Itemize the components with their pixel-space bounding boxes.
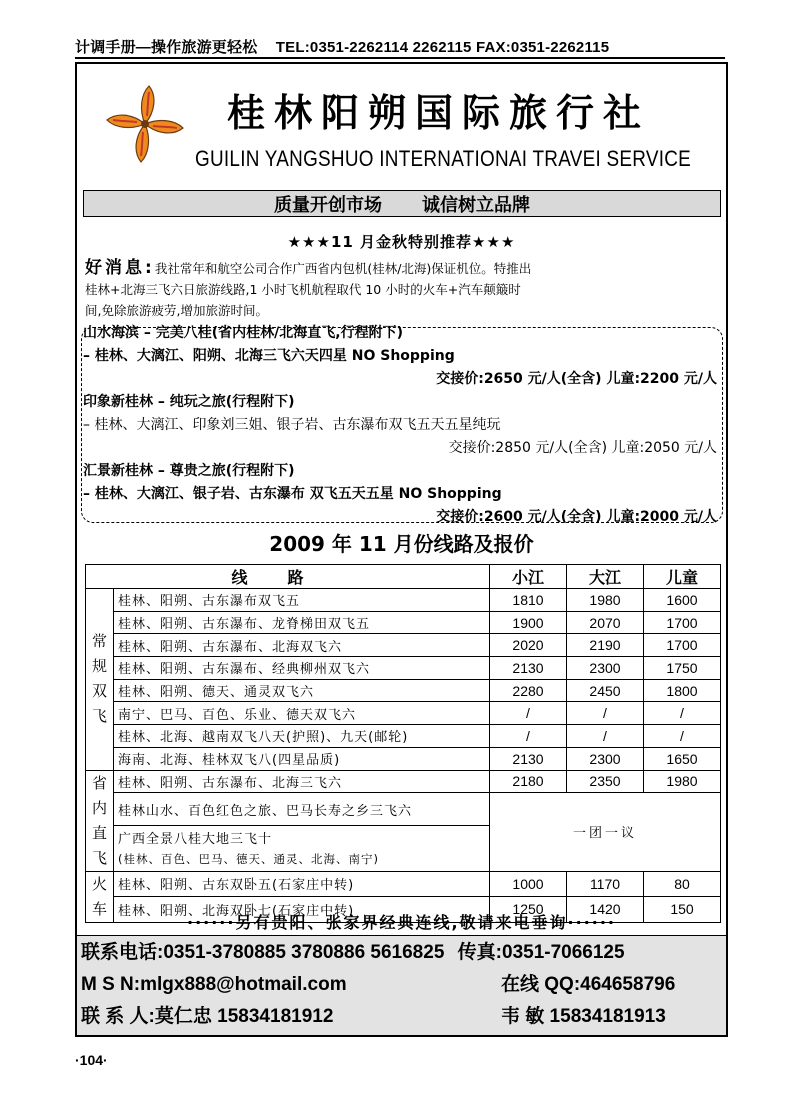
route-cell: 桂林山水、百色红色之旅、巴马长寿之乡三飞六 [114, 793, 490, 826]
table-row [86, 679, 721, 702]
table-row [86, 702, 721, 725]
contact-fax: 传真:0351-7066125 [457, 942, 625, 963]
price-table-title: 2009 年 11 月份线路及报价 [269, 532, 534, 556]
price-big: 1420 [567, 897, 644, 923]
ad-frame [75, 62, 728, 1037]
table-row [86, 725, 721, 748]
category-train: 火车 [86, 871, 114, 922]
route-price: 交接价:2850 元/人(全含) 儿童:2050 元/人 [448, 440, 717, 456]
contact-phone: 联系电话:0351-3780885 3780886 5616825 [81, 942, 445, 963]
col-header-small: 小江 [490, 565, 567, 589]
price-child: 1650 [644, 747, 721, 770]
price-small: 1810 [490, 589, 567, 612]
price-child: / [644, 725, 721, 748]
price-big: 2300 [567, 657, 644, 680]
table-header-row [86, 565, 721, 589]
table-row [86, 871, 721, 897]
route-title: 汇景新桂林 – 尊贵之旅(行程附下) [83, 463, 295, 479]
contact-person-2: 韦 敏 15834181913 [501, 1006, 666, 1027]
table-row [86, 793, 721, 826]
price-child: / [644, 702, 721, 725]
price-small: 2020 [490, 634, 567, 657]
header-tel: TEL:0351-2262114 2262115 FAX:0351-2262115 [275, 39, 610, 56]
price-big: 2070 [567, 611, 644, 634]
contact-msn: M S N:mlgx888@hotmail.com [81, 974, 347, 995]
route-cell: 桂林、阳朔、古东双卧五(石家庄中转) [114, 871, 490, 897]
price-child: 1980 [644, 770, 721, 793]
price-big: 2350 [567, 770, 644, 793]
route-title: 印象新桂林 – 纯玩之旅(行程附下) [83, 394, 295, 410]
price-child: 1700 [644, 634, 721, 657]
header-left: 计调手册—操作旅游更轻松 [75, 39, 258, 56]
route-desc: – 桂林、大漓江、阳朔、北海三飞六天四星 NO Shopping [83, 348, 455, 364]
price-big: / [567, 702, 644, 725]
route-cell: 桂林、北海、越南双飞八天(护照)、九天(邮轮) [114, 725, 490, 748]
table-row [86, 770, 721, 793]
price-child: 1600 [644, 589, 721, 612]
route-cell: 桂林、阳朔、古东瀑布、北海三飞六 [114, 770, 490, 793]
table-row [86, 589, 721, 612]
page-number: ·104· [75, 1052, 108, 1068]
route-desc: – 桂林、大漓江、银子岩、古东瀑布 双飞五天五星 NO Shopping [83, 486, 502, 502]
good-news-line-1: 我社常年和航空公司合作广西省内包机(桂林/北海)保证机位。特推出 [154, 261, 532, 276]
good-news [85, 258, 721, 321]
contact-person-1: 联 系 人:莫仁忠 15834181912 [81, 1006, 334, 1027]
slogan-right: 诚信树立品牌 [422, 194, 530, 216]
page-header [75, 36, 725, 58]
route-cell: 桂林、阳朔、古东瀑布双飞五 [114, 589, 490, 612]
good-news-line-3: 间,免除旅游疲劳,增加旅游时间。 [85, 303, 268, 318]
contact-row-phone [81, 938, 722, 968]
slogan-left: 质量开创市场 [274, 194, 382, 216]
route-cell: 桂林、阳朔、古东瀑布、北海双飞六 [114, 634, 490, 657]
route-title: 山水海滨 – 完美八桂(省内桂林/北海直飞,行程附下) [83, 325, 403, 341]
table-row [86, 634, 721, 657]
route-price: 交接价:2600 元/人(全含) 儿童:2000 元/人 [436, 509, 717, 525]
price-child: 150 [644, 897, 721, 923]
price-child: 1700 [644, 611, 721, 634]
negotiable-cell: 一团一议 [490, 793, 721, 871]
route-cell: 桂林、阳朔、古东瀑布、经典柳州双飞六 [114, 657, 490, 680]
price-child: 1750 [644, 657, 721, 680]
table-row [86, 747, 721, 770]
route-cell: 桂林、阳朔、古东瀑布、龙脊梯田双飞五 [114, 611, 490, 634]
flower-logo-icon [103, 82, 187, 166]
header-rule [75, 57, 725, 59]
price-child: 1800 [644, 679, 721, 702]
price-small: 2180 [490, 770, 567, 793]
price-big: 1980 [567, 589, 644, 612]
route-desc: – 桂林、大漓江、印象刘三姐、银子岩、古东瀑布双飞五天五星纯玩 [83, 417, 501, 433]
good-news-line-2: 桂林+北海三飞六日旅游线路,1 小时飞机航程取代 10 小时的火车+汽车颠簸时 [85, 282, 521, 297]
col-header-route: 线路 [86, 565, 490, 589]
more-routes-note: ······另有贵阳、张家界经典连线,敬请来电垂询······ [186, 913, 617, 932]
price-table [85, 564, 721, 923]
slogan-bar [83, 190, 721, 217]
contact-block [77, 935, 726, 1035]
price-big: 1170 [567, 871, 644, 897]
price-small: / [490, 725, 567, 748]
price-small: / [490, 702, 567, 725]
route-cell: (桂林、百色、巴马、德天、通灵、北海、南宁) [114, 848, 490, 871]
price-small: 1900 [490, 611, 567, 634]
price-small: 2130 [490, 657, 567, 680]
price-small: 2130 [490, 747, 567, 770]
good-news-lead: 好消息: [85, 258, 155, 278]
price-big: / [567, 725, 644, 748]
route-cell: 桂林、阳朔、德天、通灵双飞六 [114, 679, 490, 702]
price-small: 2280 [490, 679, 567, 702]
special-recommendation: ★★★11 月金秋特别推荐★★★ [287, 233, 516, 251]
route-cell: 广西全景八桂大地三飞十 [114, 826, 490, 849]
price-small: 1000 [490, 871, 567, 897]
table-row [86, 611, 721, 634]
col-header-big: 大江 [567, 565, 644, 589]
route-cell: 海南、北海、桂林双飞八(四星品质) [114, 747, 490, 770]
table-row [86, 657, 721, 680]
contact-row-msn [81, 970, 722, 1000]
price-big: 2300 [567, 747, 644, 770]
featured-routes [83, 322, 719, 529]
price-big: 2450 [567, 679, 644, 702]
price-big: 2190 [567, 634, 644, 657]
company-name-cn: 桂林阳朔国际旅行社 [227, 91, 651, 135]
contact-qq: 在线 QQ:464658796 [501, 974, 676, 995]
route-cell: 南宁、巴马、百色、乐业、德天双飞六 [114, 702, 490, 725]
route-cell: 桂林、阳朔、北海双卧七(石家庄中转) [114, 897, 490, 923]
company-name-en: GUILIN YANGSHUO INTERNATIONAI TRAVEI SERVICE [195, 146, 692, 171]
category-regular: 常规双飞 [86, 589, 114, 771]
col-header-child: 儿童 [644, 565, 721, 589]
price-child: 80 [644, 871, 721, 897]
route-price: 交接价:2650 元/人(全含) 儿童:2200 元/人 [436, 371, 717, 387]
contact-row-person [81, 1002, 722, 1032]
price-small: 1250 [490, 897, 567, 923]
category-direct: 省内直飞 [86, 770, 114, 871]
